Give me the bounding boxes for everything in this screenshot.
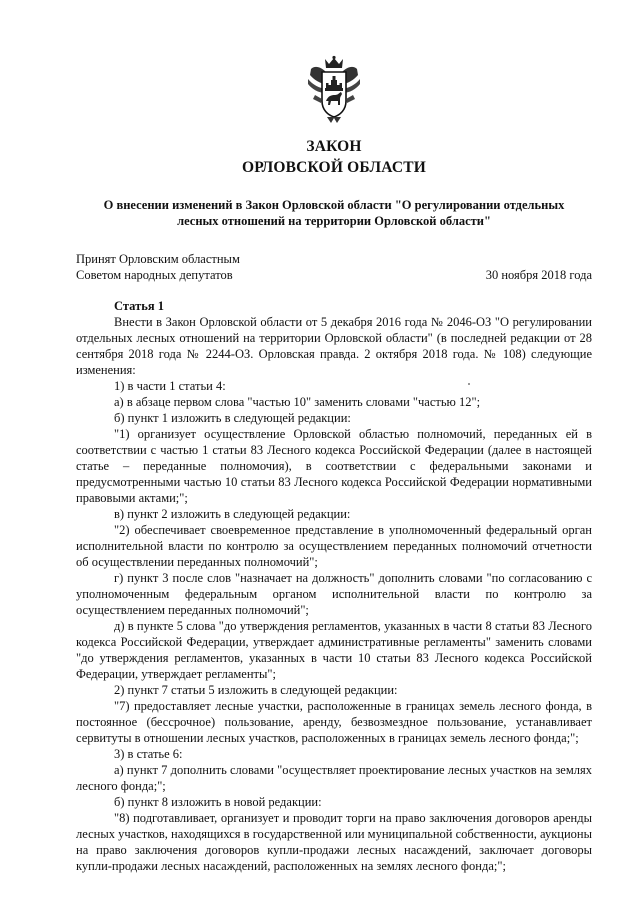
title-law: ЗАКОН — [306, 138, 362, 155]
article-title: Статья 1 — [114, 299, 164, 313]
paragraph: г) пункт 3 после слов "назначает на должность" дополнить словами "по согласованию с уполномоченным федеральным органом исполнительной власти по контролю за осуществлением переданных полномочий"; — [76, 571, 592, 617]
law-subtitle — [76, 197, 592, 229]
coat-of-arms-emblem-icon — [305, 55, 363, 125]
adoption-date: 30 ноября 2018 года — [485, 268, 592, 282]
paragraph: "2) обеспечивает своевременное представление в уполномоченный федеральный орган исполнительной власти по контролю за осуществлением переданных полномочий отчетности об осуществлении переданных полномочий"; — [76, 523, 592, 569]
title-region: ОРЛОВСКОЙ ОБЛАСТИ — [241, 159, 427, 176]
article-1 — [76, 298, 592, 874]
adopted-by-line-1: Принят Орловским областным — [76, 252, 240, 266]
subtitle-line-1: О внесении изменений в Закон Орловской области "О регулировании отдельных — [103, 198, 565, 212]
paragraph: "1) организует осуществление Орловской областью полномочий, переданных ей в соответствии с частью 1 статьи 83 Лесного кодекса Российской Федерации (далее в настоящей статье – переданные полномочия), в соответствии с федеральными законами и предусмотренными частью 10 статьи 83 Лесного кодекса Российской Федерации нормативными правовыми актами;"; — [76, 427, 592, 505]
paragraph: Внести в Закон Орловской области от 5 декабря 2016 года № 2046-ОЗ "О регулировании отдельных лесных отношений на территории Орловской области" (в последней редакции от 28 сентября 2018 года № 2244-ОЗ. Орловская правда. 2 октября 2018 года. № 108) следующие изменения: — [76, 315, 592, 377]
paragraph: 1) в части 1 статьи 4: — [114, 379, 226, 393]
paragraph: 2) пункт 7 статьи 5 изложить в следующей редакции: — [114, 683, 398, 697]
paragraph: "7) предоставляет лесные участки, расположенные в границах земель лесного фонда, в постоянное (бессрочное) пользование, аренду, безвозмездное пользование, устанавливает сервитуты в отношении лесных участков, расположенных в границах земель лесного фонда;"; — [76, 699, 592, 745]
law-title — [76, 136, 592, 178]
paragraph: "8) подготавливает, организует и проводит торги на право заключения договоров аренды лесных участков, находящихся в государственной или муниципальной собственности, аукционы на право заключения договоров купли-продажи лесных насаждений, заключает договоры купли-продажи лесных насаждений, расположенных на землях лесного фонда;"; — [76, 811, 593, 873]
adopted-by-line-2: Советом народных депутатов — [76, 268, 233, 282]
paragraph: а) пункт 7 дополнить словами "осуществляет проектирование лесных участков на землях лесного фонда;"; — [76, 763, 592, 793]
subtitle-line-2: лесных отношений на территории Орловской области" — [177, 214, 491, 228]
paragraph: в) пункт 2 изложить в следующей редакции: — [114, 507, 351, 521]
paragraph: д) в пункте 5 слова "до утверждения регламентов, указанных в части 8 статьи 83 Лесного кодекса Российской Федерации, утверждает административные регламенты" заменить словами "до утверждения регламентов, указанных в части 10 статьи 83 Лесного кодекса Российской Федерации, утверждает регламенты"; — [76, 619, 592, 681]
paragraph: б) пункт 8 изложить в новой редакции: — [114, 795, 322, 809]
paragraph: а) в абзаце первом слова "частью 10" заменить словами "частью 12"; — [114, 395, 481, 409]
paragraph: б) пункт 1 изложить в следующей редакции: — [114, 411, 351, 425]
paragraph: 3) в статье 6: — [114, 747, 183, 761]
adoption-block — [76, 251, 592, 283]
scan-speck — [468, 383, 470, 385]
